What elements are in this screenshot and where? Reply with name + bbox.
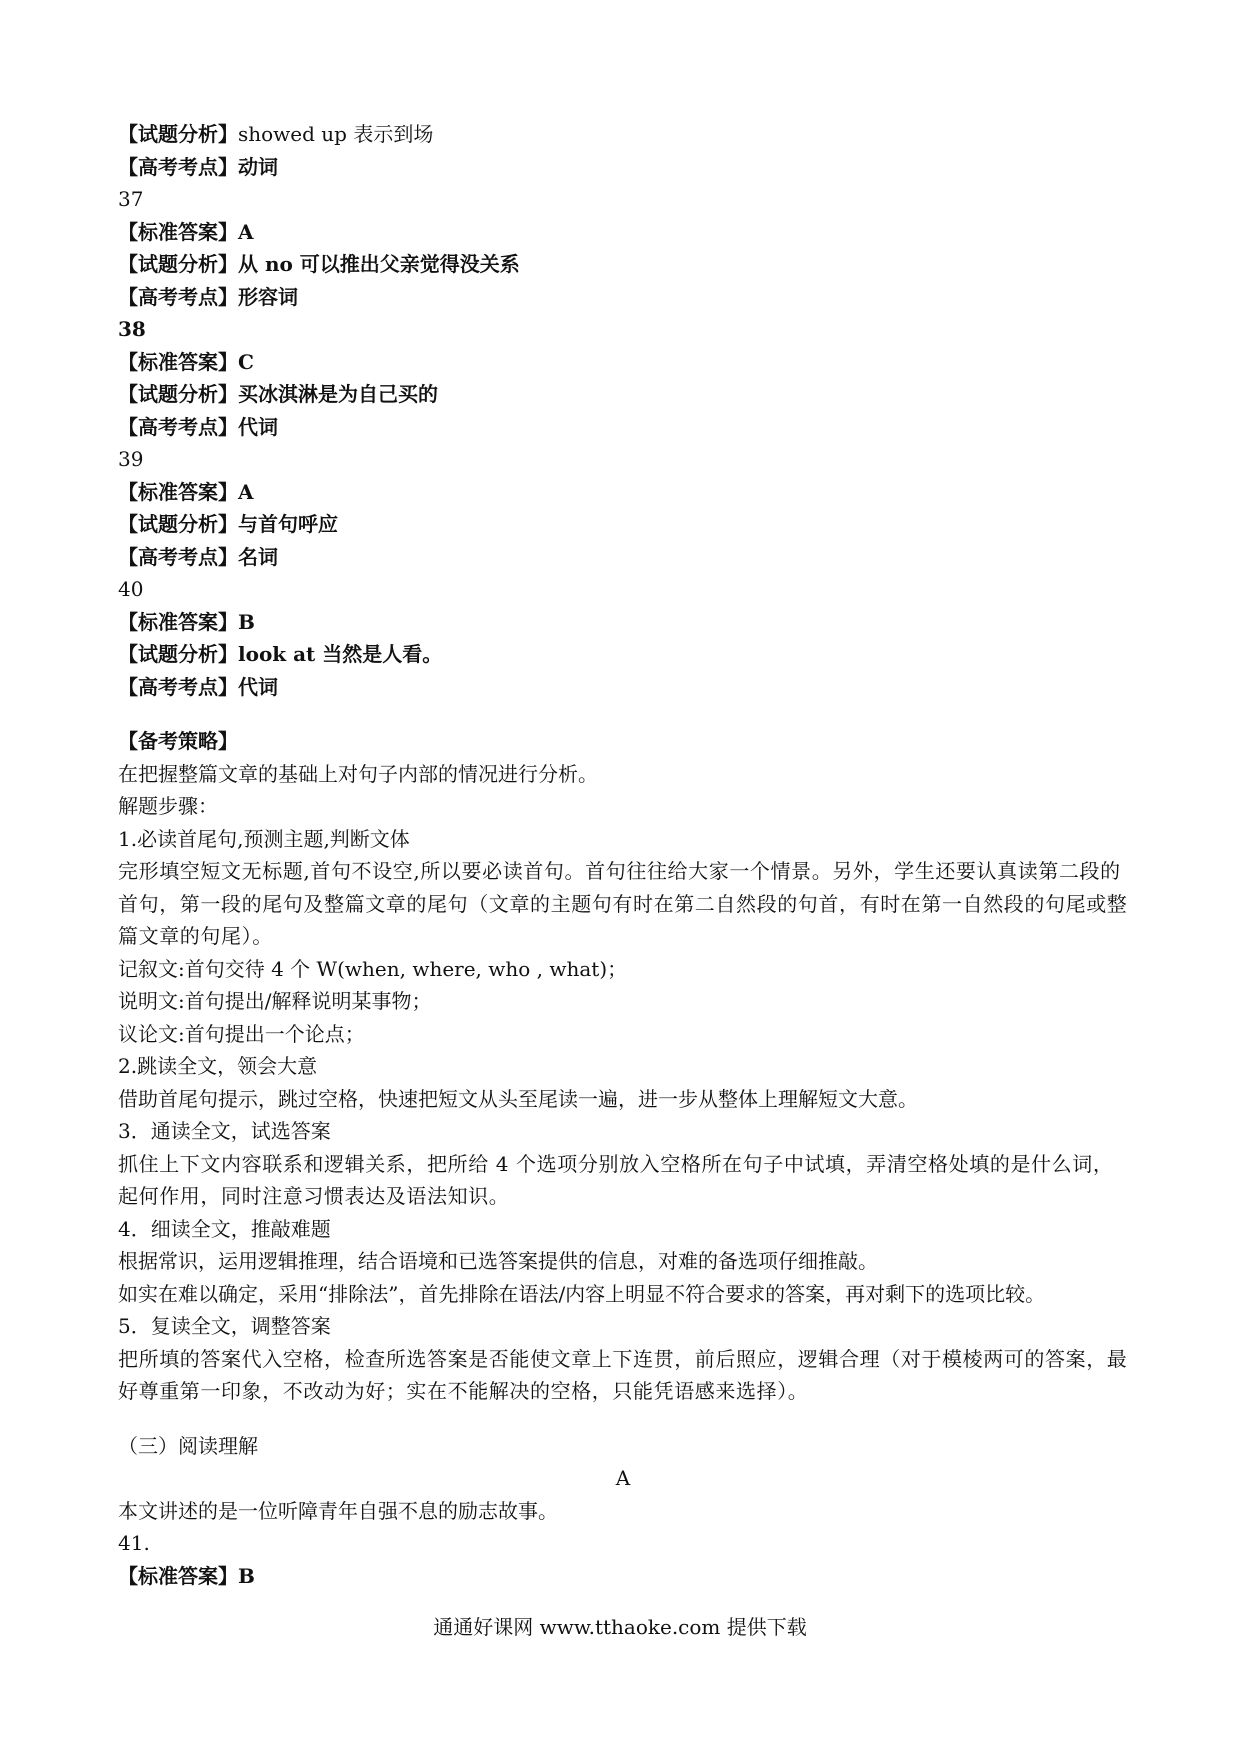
point-text: 动词 [238,154,278,179]
page-footer: 通通好课网 www.tthaoke.com 提供下载 [433,1615,807,1639]
answer-label: 【标准答案】 [118,219,238,244]
analysis-line [118,378,1128,411]
step2-title: 2.跳读全文，领会大意 [118,1054,318,1078]
step5-title: 5．复读全文，调整答案 [118,1314,331,1338]
answer-value: C [238,349,254,374]
answer-line [118,606,1128,639]
point-label: 【高考考点】 [118,414,238,439]
analysis-text: 从 no 可以推出父亲觉得没关系 [238,252,520,276]
q36-point-line [118,151,1128,184]
question-number: 39 [118,447,144,471]
q36-analysis-line [118,118,1128,151]
reading-section-title: （三）阅读理解 [118,1433,258,1458]
point-line [118,281,1128,314]
point-text: 形容词 [238,284,298,309]
analysis-line [118,508,1128,541]
point-label: 【高考考点】 [118,544,238,569]
question-number: 41. [118,1531,150,1555]
answer-line [118,476,1128,509]
analysis-label: 【试题分析】 [118,122,238,146]
point-label: 【高考考点】 [118,154,238,179]
steps-label: 解题步骤： [118,794,218,818]
step4-text-2: 如实在难以确定，采用“排除法”，首先排除在语法/内容上明显不符合要求的答案，再对剩下的选项比较。 [118,1281,1046,1306]
passage-summary: 本文讲述的是一位听障青年自强不息的励志故事。 [118,1498,558,1523]
answer-line [118,216,1128,249]
step4-title: 4．细读全文，推敲难题 [118,1216,331,1241]
analysis-line [118,638,1128,671]
step3-title: 3．通读全文，试选答案 [118,1119,331,1143]
step1-expository: 说明文:首句提出/解释说明某事物； [118,989,432,1013]
answer-label: 【标准答案】 [118,609,238,634]
question-number: 37 [118,187,144,211]
analysis-text: 买冰淇淋是为自己买的 [238,382,438,406]
analysis-text: 与首句呼应 [238,512,338,536]
analysis-text: showed up 表示到场 [238,122,434,146]
answer-value: A [238,479,254,504]
step1-title: 1.必读首尾句,预测主题,判断文体 [118,826,410,851]
point-text: 名词 [238,544,278,569]
spacer [118,1408,1128,1430]
answer-value: A [238,219,254,244]
answer-label: 【标准答案】 [118,479,238,504]
step1-argumentative: 议论文:首句提出一个论点； [118,1021,365,1046]
point-line [118,671,1128,704]
passage-letter: A [615,1466,631,1490]
strategy-intro: 在把握整篇文章的基础上对句子内部的情况进行分析。 [118,761,598,786]
answer-line [118,346,1128,379]
point-label: 【高考考点】 [118,284,238,309]
strategy-heading: 【备考策略】 [118,729,238,753]
point-line [118,541,1128,574]
analysis-label: 【试题分析】 [118,252,238,276]
question-number: 40 [118,577,144,601]
answer-label: 【标准答案】 [118,349,238,374]
analysis-label: 【试题分析】 [118,642,238,666]
step4-text-1: 根据常识，运用逻辑推理，结合语境和已选答案提供的信息，对难的备选项仔细推敲。 [118,1249,878,1273]
analysis-label: 【试题分析】 [118,382,238,406]
step2-text: 借助首尾句提示，跳过空格，快速把短文从头至尾读一遍，进一步从整体上理解短文大意。 [118,1086,918,1111]
step5-text: 把所填的答案代入空格，检查所选答案是否能使文章上下连贯，前后照应，逻辑合理（对于模棱两可的答案，最好尊重第一印象，不改动为好；实在不能解决的空格，只能凭语感来选择）。 [118,1346,1128,1403]
spacer [118,703,1128,725]
answer-value: B [238,1563,255,1588]
point-text: 代词 [238,674,278,699]
analysis-text: look at 当然是人看。 [238,642,443,666]
point-text: 代词 [238,414,278,439]
step1-text: 完形填空短文无标题,首句不设空,所以要必读首句。首句往往给大家一个情景。另外，学生还要认真读第二段的首句，第一段的尾句及整篇文章的尾句（文章的主题句有时在第二自然段的句首，有时在第一自然段的句尾或整篇文章的句尾）。 [118,859,1128,948]
question-number: 38 [118,317,146,341]
page-content [118,118,1128,1592]
point-line [118,411,1128,444]
answer-label: 【标准答案】 [118,1563,238,1588]
step3-text: 抓住上下文内容联系和逻辑关系，把所给 4 个选项分别放入空格所在句子中试填，弄清空格处填的是什么词，起何作用，同时注意习惯表达及语法知识。 [118,1151,1114,1208]
point-label: 【高考考点】 [118,674,238,699]
step1-narrative: 记叙文:首句交待 4 个 W(when, where, who , what)； [118,956,628,981]
answer-value: B [238,609,255,634]
analysis-line [118,248,1128,281]
analysis-label: 【试题分析】 [118,512,238,536]
answer-line [118,1560,1128,1593]
